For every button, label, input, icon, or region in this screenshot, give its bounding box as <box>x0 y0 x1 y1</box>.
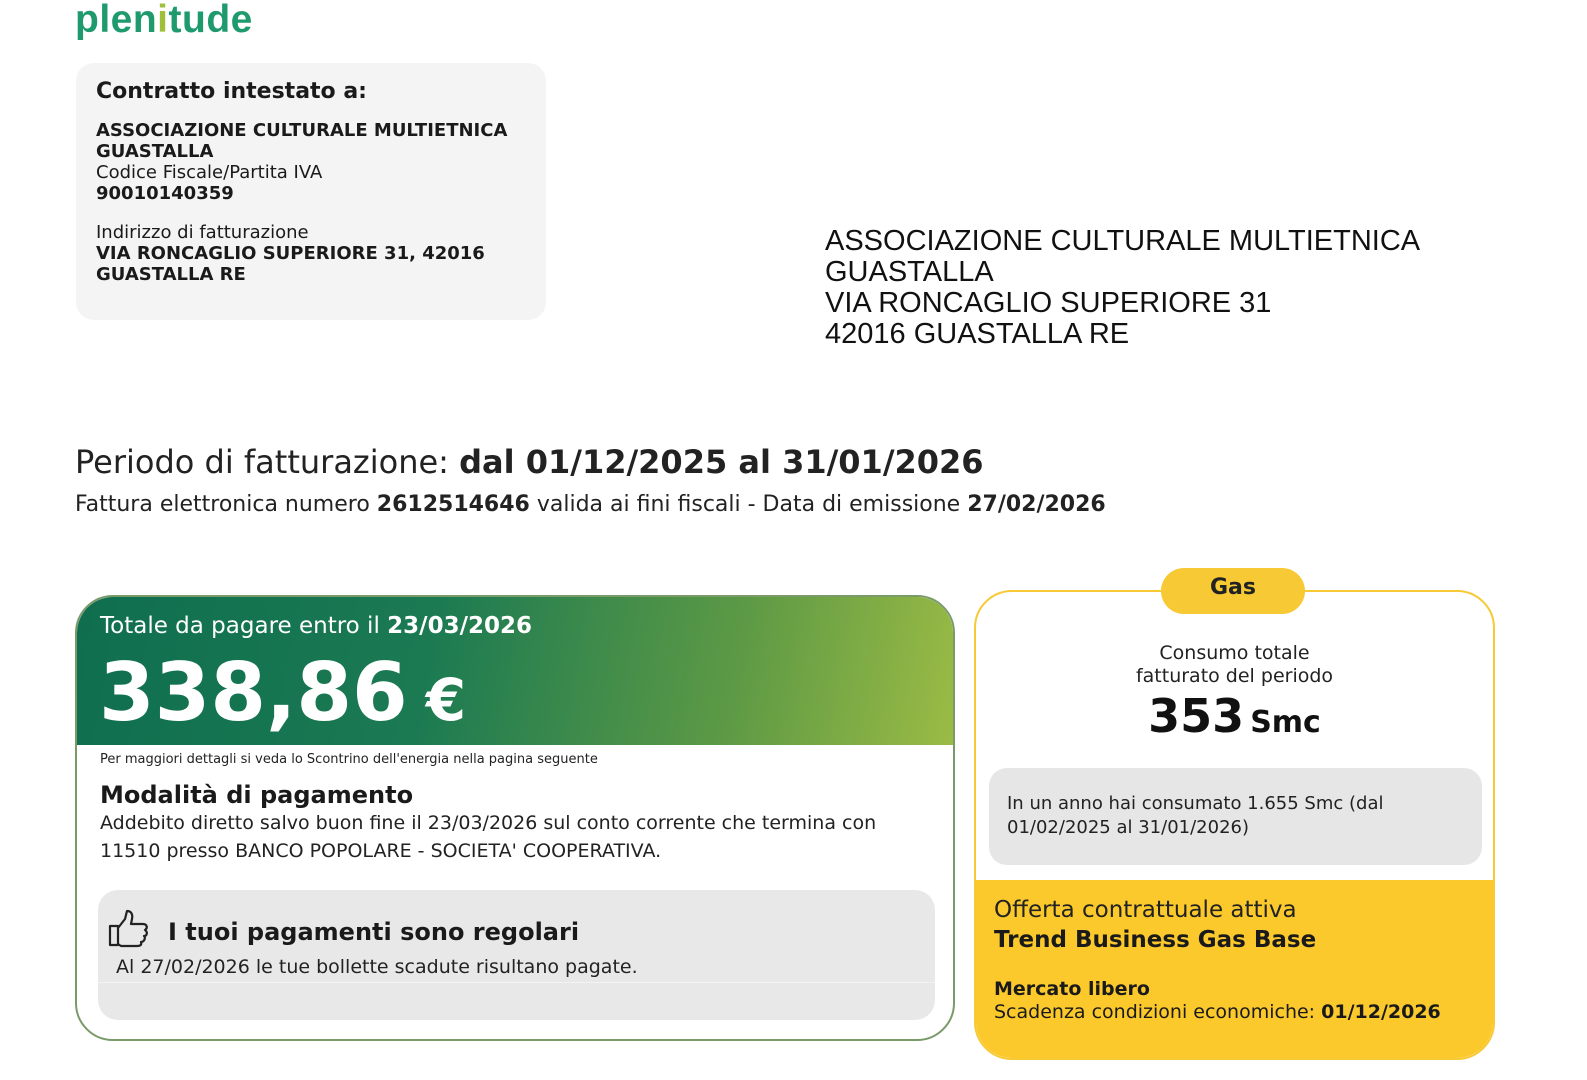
box-divider <box>98 982 935 983</box>
payment-header <box>77 597 953 745</box>
billing-address-line2: GUASTALLA RE <box>96 264 246 285</box>
regular-payments-title: I tuoi pagamenti sono regolari <box>168 918 580 946</box>
recipient-line4: 42016 GUASTALLA RE <box>825 318 1130 350</box>
offer-expiry: Scadenza condizioni economiche: 01/12/2026 <box>994 1001 1441 1023</box>
contract-holder-box <box>76 63 546 320</box>
billing-address-line1: VIA RONCAGLIO SUPERIORE 31, 42016 <box>96 243 485 264</box>
invoice-number: 2612514646 <box>376 492 530 517</box>
offer-label: Offerta contrattuale attiva <box>994 897 1297 923</box>
recipient-line3: VIA RONCAGLIO SUPERIORE 31 <box>825 287 1272 319</box>
invoice-info: Fattura elettronica numero 2612514646 valida ai fini fiscali - Data di emissione 27/02/2026 <box>75 492 1106 517</box>
offer-expiry-date: 01/12/2026 <box>1321 1001 1441 1023</box>
gas-consumption-label: Consumo totale fatturato del periodo <box>1135 642 1334 687</box>
billing-period-label: Periodo di fatturazione: <box>75 443 460 481</box>
regular-payments-box <box>98 890 935 1020</box>
recipient-line2: GUASTALLA <box>825 256 994 288</box>
payment-due: Totale da pagare entro il 23/03/2026 <box>100 613 532 639</box>
tax-code-value: 90010140359 <box>96 183 234 204</box>
tax-code-label: Codice Fiscale/Partita IVA <box>96 162 323 183</box>
recipient-line1: ASSOCIAZIONE CULTURALE MULTIETNICA <box>825 225 1421 257</box>
details-note: Per maggiori dettagli si veda lo Scontrino dell'energia nella pagina seguente <box>100 752 598 767</box>
gas-consumption-value <box>976 689 1493 743</box>
amount-value: 338,86 <box>99 646 408 739</box>
regular-payments-text: Al 27/02/2026 le tue bollette scadute risultano pagate. <box>116 956 638 978</box>
gas-card <box>974 590 1495 1060</box>
market-type: Mercato libero <box>994 978 1150 1000</box>
thumbs-up-icon <box>107 908 151 948</box>
gas-tab-label: Gas <box>1161 568 1305 614</box>
payment-amount <box>99 645 466 748</box>
contract-title: Contratto intestato a: <box>96 79 367 104</box>
payment-method-text: Addebito diretto salvo buon fine il 23/03/2026 sul conto corrente che termina con 11510 presso BANCO POPOLARE - SOCIETA' COOPERATIVA. <box>100 812 877 862</box>
plenitude-logo: plenitude <box>75 0 253 41</box>
payment-method-title: Modalità di pagamento <box>100 781 414 809</box>
holder-name-line2: GUASTALLA <box>96 141 214 162</box>
gas-value-number: 353 <box>1148 689 1245 743</box>
offer-name: Trend Business Gas Base <box>994 927 1317 953</box>
holder-name-line1: ASSOCIAZIONE CULTURALE MULTIETNICA <box>96 120 508 141</box>
billing-period-value: dal 01/12/2025 al 31/01/2026 <box>459 443 984 481</box>
currency-symbol: € <box>425 666 467 734</box>
payment-due-date: 23/03/2026 <box>387 613 532 639</box>
billing-address-label: Indirizzo di fatturazione <box>96 222 309 243</box>
billing-period <box>75 443 984 481</box>
active-offer <box>976 880 1493 1058</box>
issue-date: 27/02/2026 <box>967 492 1106 517</box>
gas-value-unit: Smc <box>1250 705 1321 740</box>
annual-consumption: In un anno hai consumato 1.655 Smc (dal 01/02/2025 al 31/01/2026) <box>989 768 1482 865</box>
recipient-address <box>825 226 1420 350</box>
payment-card <box>75 595 955 1041</box>
